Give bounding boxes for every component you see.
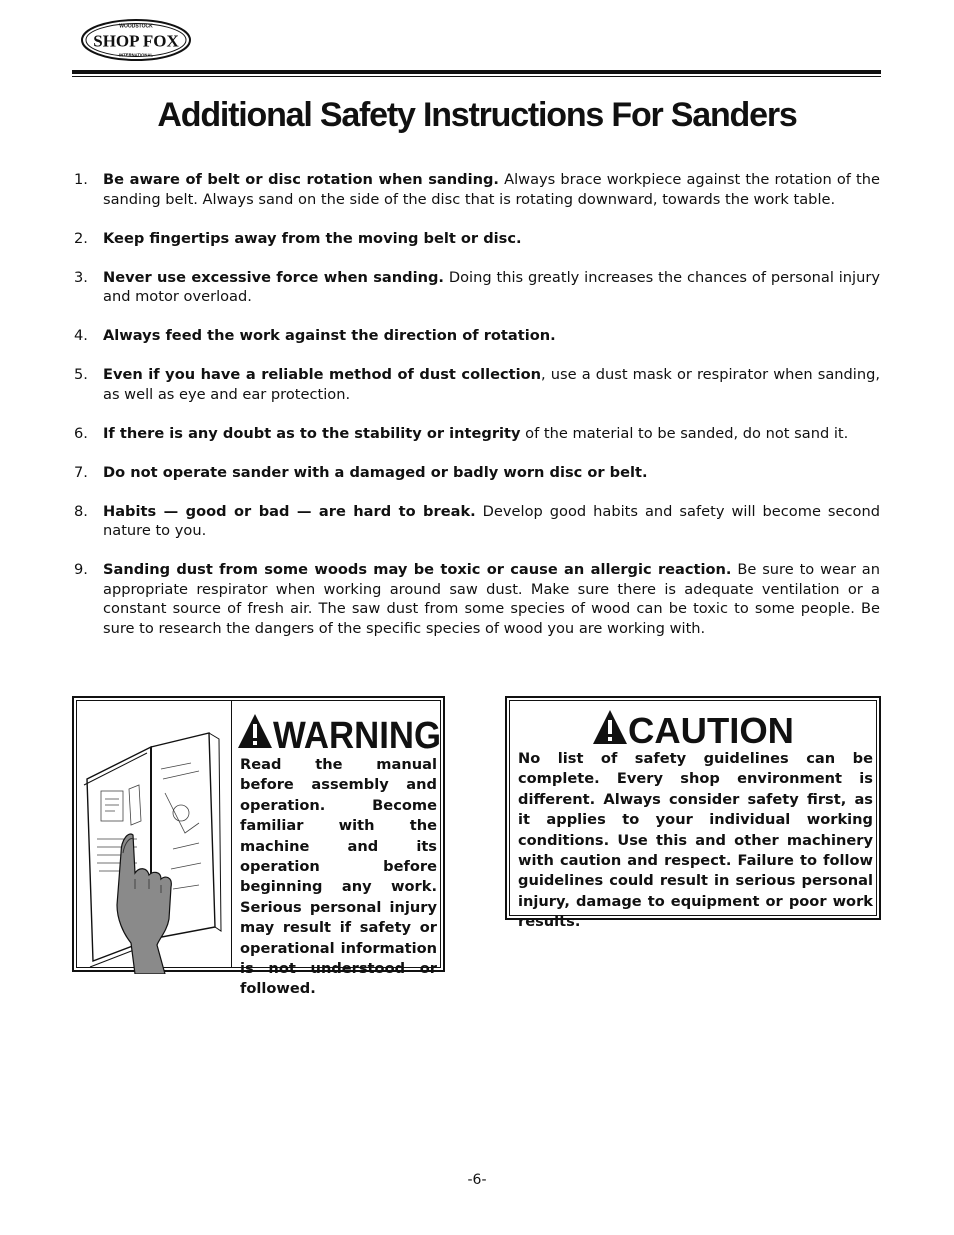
list-item [72, 424, 880, 444]
exclamation-triangle-icon [593, 710, 627, 744]
list-item-bold-lead: If there is any doubt as to the stability or integrity [103, 424, 521, 442]
list-item-bold-lead: Habits — good or bad — are hard to break. [103, 502, 476, 520]
list-item-text: Always brace workpiece against the rotation of the sanding belt. Always sand on the side of the disc that is rotating downward, towards the work table. [103, 171, 880, 208]
list-item [72, 268, 880, 307]
list-item-text: Be sure to wear an appropriate respirator when working around saw dust. Make sure there is adequate ventilation or a constant source of fresh air. The saw dust from some species of wood can be toxic to some people. Be sure to research the dangers of the specific species of wood you are working with. [103, 561, 880, 638]
shop-fox-logo [80, 18, 192, 62]
list-item-bold-lead: Always feed the work against the direction of rotation. [103, 327, 556, 345]
header-rule-thin [72, 76, 881, 77]
caution-text: No list of safety guidelines can be complete. Every shop environment is different. Always consider safety first, as it applies to your individual working conditions. Use this and other machinery with caution and respect. Failure to follow guidelines could result in serious personal injury, damage to equipment or poor work results. [518, 750, 873, 931]
list-item-bold-lead: Never use excessive force when sanding. [103, 268, 444, 286]
list-item-text: , use a dust mask or respirator when sanding, as well as eye and ear protection. [103, 366, 880, 403]
list-item-number: 1. [74, 171, 88, 188]
list-item [72, 229, 880, 249]
manual-reading-hand-illustration [81, 729, 229, 974]
caution-box-inner [509, 700, 877, 931]
warning-text: Read the manual before assembly and operation. Become familiar with the machine and its operation before beginning any work. Serious personal injury may result if safety or operational information is not understood or followed. [240, 756, 437, 998]
logo-top-text: WOODSTOCK [119, 23, 153, 30]
list-item-number: 2. [74, 229, 88, 247]
logo-text: SHOP FOX [93, 31, 179, 51]
header-rule [72, 70, 881, 74]
caution-box [505, 696, 881, 931]
exclamation-triangle-icon [238, 714, 272, 748]
warning-divider [231, 701, 232, 967]
list-item-text: Develop good habits and safety will become second nature to you. [103, 502, 880, 540]
caution-header [592, 707, 802, 747]
list-item-number: 4. [74, 327, 88, 345]
instruction-list [72, 170, 880, 658]
list-item-number: 7. [74, 463, 88, 481]
list-item-bold-lead: Even if you have a reliable method of dust collection [103, 366, 542, 384]
list-item [72, 502, 880, 541]
list-item-number: 8. [74, 502, 88, 520]
list-item [72, 170, 880, 209]
list-item-text: of the material to be sanded, do not sand it. [520, 424, 849, 442]
page-title: Additional Safety Instructions For Sanders [157, 96, 797, 134]
warning-header [237, 711, 443, 751]
list-item-bold-lead: Keep fingertips away from the moving belt or disc. [103, 229, 522, 247]
page-number: -6- [467, 1172, 487, 1188]
list-item-number: 6. [74, 424, 88, 442]
list-item-bold-lead: Sanding dust from some woods may be toxic or cause an allergic reaction. [103, 561, 732, 579]
warning-heading: WARNING [273, 715, 441, 751]
caution-heading: CAUTION [628, 710, 794, 747]
list-item-text: Doing this greatly increases the chances of personal injury and motor overload. [103, 268, 881, 306]
list-item-number: 5. [74, 366, 88, 384]
list-item-bold-lead: Be aware of belt or disc rotation when sanding. [103, 171, 499, 188]
list-item [72, 365, 880, 404]
list-item-number: 9. [74, 561, 88, 579]
warning-box [72, 696, 445, 998]
list-item-number: 3. [74, 268, 88, 286]
list-item [72, 326, 880, 346]
list-item [72, 560, 880, 638]
list-item [72, 463, 880, 483]
logo-bottom-text: INTERNATIONAL [119, 52, 153, 58]
list-item-bold-lead: Do not operate sander with a damaged or badly worn disc or belt. [103, 463, 648, 481]
warning-box-inner [76, 700, 441, 998]
